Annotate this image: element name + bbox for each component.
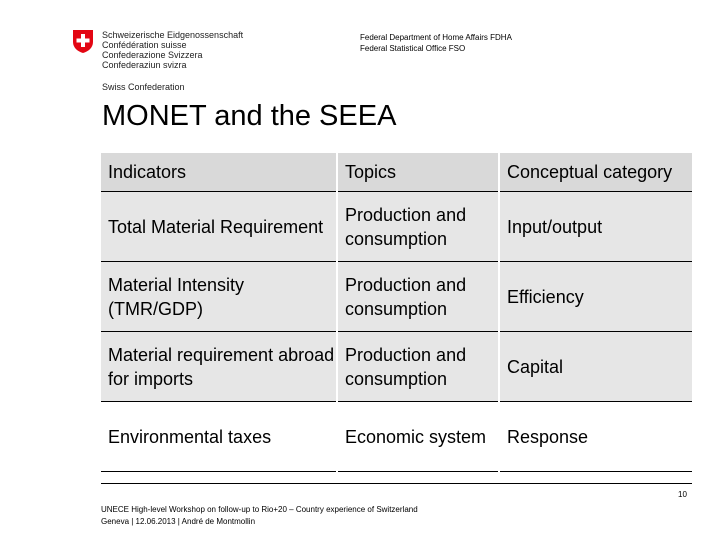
footer-text [101, 504, 418, 528]
table-header-row [101, 153, 692, 192]
category-cell: Input/output [499, 192, 692, 262]
column-header-category: Conceptual category [499, 153, 692, 192]
confederation-names [102, 30, 243, 70]
category-cell: Response [499, 402, 692, 472]
topic-cell: Production and consumption [337, 262, 499, 332]
confederation-name-fr: Confédération suisse [102, 40, 187, 50]
slide-title: MONET and the SEEA [102, 100, 397, 132]
indicator-cell: Material requirement abroad for imports [101, 332, 337, 402]
department-info [360, 32, 512, 54]
footer-event: UNECE High-level Workshop on follow-up to Rio+20 – Country experience of Switzerland [101, 505, 418, 514]
column-header-topics: Topics [337, 153, 499, 192]
office-name: Federal Statistical Office FSO [360, 44, 466, 53]
category-cell: Capital [499, 332, 692, 402]
confederation-name-rm: Confederaziun svizra [102, 60, 187, 70]
table-row [101, 262, 692, 332]
footer-date-author: Geneva | 12.06.2013 | André de Montmollin [101, 517, 256, 526]
table-row [101, 332, 692, 402]
footer-divider [101, 483, 692, 484]
indicator-cell: Total Material Requirement [101, 192, 337, 262]
topic-cell: Production and consumption [337, 332, 499, 402]
topic-cell: Economic system [337, 402, 499, 472]
category-cell: Efficiency [499, 262, 692, 332]
table-row [101, 402, 692, 472]
table-row [101, 192, 692, 262]
swiss-flag-icon [70, 28, 96, 54]
topic-cell: Production and consumption [337, 192, 499, 262]
confederation-name-de: Schweizerische Eidgenossenschaft [102, 30, 244, 40]
department-name: Federal Department of Home Affairs FDHA [360, 33, 512, 42]
confederation-name-it: Confederazione Svizzera [102, 50, 203, 60]
indicator-cell: Environmental taxes [101, 402, 337, 472]
indicator-cell: Material Intensity (TMR/GDP) [101, 262, 337, 332]
column-header-indicators: Indicators [101, 153, 337, 192]
page-number: 10 [678, 490, 687, 499]
indicators-table [101, 153, 692, 472]
swiss-confederation-label: Swiss Confederation [102, 82, 185, 92]
